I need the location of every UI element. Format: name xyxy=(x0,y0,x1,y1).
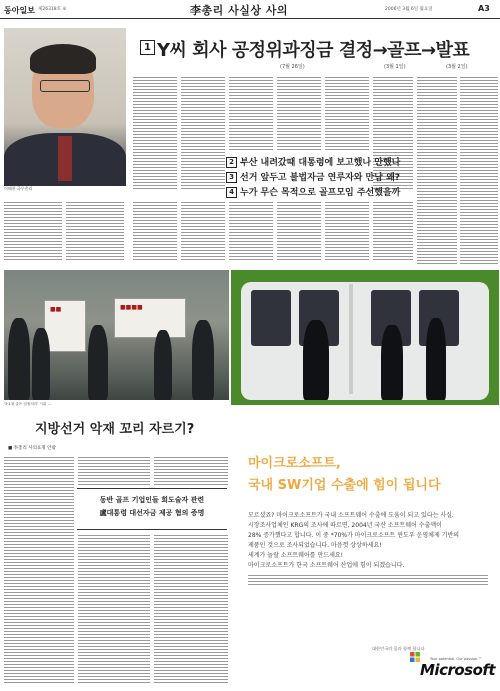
article-column xyxy=(229,200,273,262)
microsoft-logo: Microsoft xyxy=(420,661,496,679)
headline-number: 1 xyxy=(140,40,155,55)
article-column xyxy=(78,455,150,485)
ad-slogan: Your potential. Our passion.™ xyxy=(430,657,482,661)
subheadline-number: 3 xyxy=(226,172,237,183)
issue-number: 제26318호 ⑥ xyxy=(38,7,67,12)
ad-body-line: 제품인 것으로 조사되었습니다. 마음껏 상상하세요! xyxy=(248,542,382,549)
article-column xyxy=(133,200,177,262)
article-column xyxy=(325,75,369,150)
story2-byline: ■ 李총리 사의표명 안팎 xyxy=(8,446,56,451)
portrait-caption: 이해찬 국무총리 xyxy=(4,186,33,191)
article-column xyxy=(373,200,413,262)
story2-subhead-2: 盧대통령 대선자금 제공 혐의 증명 xyxy=(99,509,205,517)
article-column xyxy=(277,200,321,262)
story2-subhead-box xyxy=(77,488,227,530)
headline-date-1: (7월 26일) xyxy=(280,64,305,70)
section-title: 李총리 사실상 사의 xyxy=(190,4,289,17)
ad-title-line-2: 국내 SW기업 수출에 힘이 됩니다 xyxy=(248,478,441,493)
subheadline-text: 누가 무슨 목적으로 골프모임 주선했을까 xyxy=(240,188,401,198)
article-column xyxy=(229,75,273,150)
story2-subhead-1: 동반 골프 기업인들 회도술자 관련 xyxy=(99,496,205,504)
ad-body-line: 모르셨죠? 마이크로소프트가 국내 소프트웨어 수출에 도움이 되고 있다는 사실. xyxy=(248,512,454,519)
article-column xyxy=(66,200,124,262)
ad-body-line: 28% 증가했다고 합니다. 이 중 *70%가 마이크로소프트 윈도우 운영체제 기반의 xyxy=(248,532,460,539)
ad-body-line: 마이크로소프트가 한국 소프트웨어 산업에 힘이 되겠습니다. xyxy=(248,562,405,569)
article-column xyxy=(460,75,498,265)
newspaper-brand: 동아일보 xyxy=(4,6,35,15)
subheadline-number: 2 xyxy=(226,157,237,168)
article-column xyxy=(417,75,457,265)
ad-body-line: 세계가 놀랄 소프트웨어를 만드세요! xyxy=(248,552,344,559)
subheadline-text: 선거 앞두고 불법자금 연루자와 만남 왜? xyxy=(240,173,400,183)
article-column xyxy=(133,75,177,190)
subheadline-4 xyxy=(226,185,400,198)
header-rule xyxy=(0,18,500,19)
page-number: A3 xyxy=(478,4,490,13)
article-column xyxy=(181,75,225,190)
article-column xyxy=(181,200,225,262)
windows-flag-icon xyxy=(410,652,420,662)
protest-photo: ■■■■ ■■ xyxy=(4,270,229,400)
subheadline-text: 부산 내려갔때 대통령에 보고했나 안했나 xyxy=(240,158,401,168)
portrait-photo xyxy=(4,28,126,186)
ad-body-line: 시장조사업체인 KRG의 조사에 따르면, 2004년 국산 소프트웨어 수출액이 xyxy=(248,522,442,529)
headline-date-2: (3월 1일) xyxy=(384,64,406,70)
subheadline-number: 4 xyxy=(226,187,237,198)
article-column xyxy=(4,200,62,262)
ad-photo xyxy=(231,270,499,405)
dateline: 2006년 3월 6일 월요일 xyxy=(385,7,433,12)
article-column xyxy=(4,455,74,685)
story2-headline: 지방선거 악재 꼬리 자르기? xyxy=(35,422,195,437)
protest-caption: '3·1절 골프 엄정처리' 시위 … xyxy=(4,402,52,406)
ad-fine-print xyxy=(248,573,488,585)
subheadline-2 xyxy=(226,155,400,168)
headline-date-3: (3월 2일) xyxy=(446,64,468,70)
article-column xyxy=(154,533,228,685)
article-column xyxy=(78,533,150,685)
article-column xyxy=(325,200,369,262)
subheadline-3 xyxy=(226,170,400,183)
main-headline: Y씨 회사 공정위과징금 결정→골프→발표 xyxy=(157,40,470,61)
ad-sponsor-line: 대한민국의 꿈과 함께 합니다 xyxy=(372,646,425,651)
ad-title-line-1: 마이크로소프트, xyxy=(248,456,341,471)
article-column xyxy=(154,455,228,485)
article-column xyxy=(277,75,321,150)
